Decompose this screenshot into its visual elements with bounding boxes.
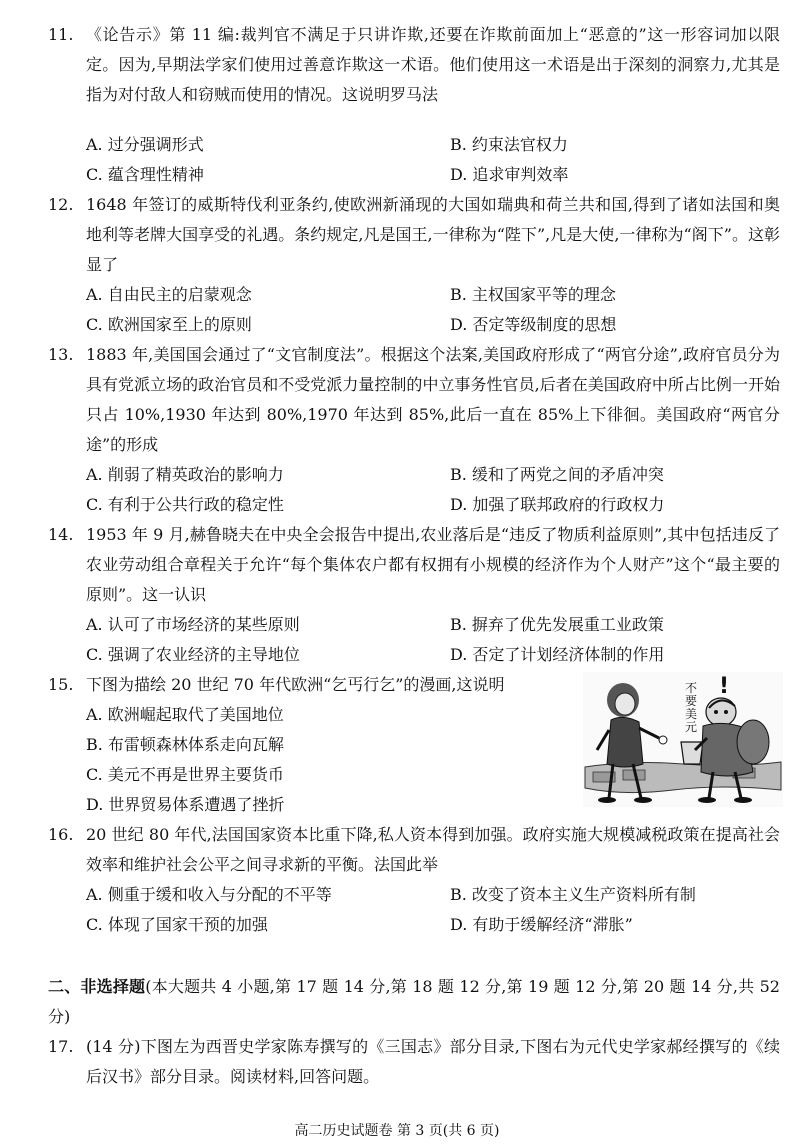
option-b[interactable]: B. 约束法官权力 <box>450 135 568 154</box>
option-d[interactable]: D. 追求审判效率 <box>450 165 569 184</box>
question-number: 14. <box>48 525 74 544</box>
question-number: 16. <box>48 825 74 844</box>
question-12 <box>48 190 780 280</box>
question-stem: 下图为描绘 20 世纪 70 年代欧洲“乞丐行乞”的漫画,这说明 <box>86 675 505 694</box>
question-13 <box>48 340 780 460</box>
option-a[interactable]: A. 欧洲崛起取代了美国地位 <box>86 705 284 724</box>
option-c[interactable]: C. 欧洲国家至上的原则 <box>86 315 252 334</box>
question-number: 17. <box>48 1037 74 1056</box>
option-c[interactable]: C. 蕴含理性精神 <box>86 165 204 184</box>
question-15 <box>48 670 568 700</box>
section-detail: (本大题共 4 小题,第 17 题 14 分,第 18 题 12 分,第 19 题 12 分,第 20 题 14 分,共 52 分) <box>48 977 780 1026</box>
option-a[interactable]: A. 过分强调形式 <box>86 135 204 154</box>
option-a[interactable]: A. 自由民主的启蒙观念 <box>86 285 252 304</box>
question-17 <box>48 1032 780 1092</box>
option-b[interactable]: B. 摒弃了优先发展重工业政策 <box>450 615 664 634</box>
option-d[interactable]: D. 否定了计划经济体制的作用 <box>450 645 665 664</box>
option-d[interactable]: D. 加强了联邦政府的行政权力 <box>450 495 665 514</box>
option-c[interactable]: C. 美元不再是世界主要货币 <box>86 765 284 784</box>
cartoon-exclamation-mark: ! <box>719 674 730 699</box>
option-c[interactable]: C. 强调了农业经济的主导地位 <box>86 645 300 664</box>
question-stem: 1883 年,美国国会通过了“文官制度法”。根据这个法案,美国政府形成了“两官分途”,政府官员分为具有党派立场的政治官员和不受党派力量控制的中立事务性官员,后者在美国政府中所占比例一开始只占 10%,1930 年达到 80%,1970 年达到 85%,此后一直在 85%上下徘徊。美国政府“两官分途”的形成 <box>86 345 780 454</box>
question-stem: 20 世纪 80 年代,法国国家资本比重下降,私人资本得到加强。政府实施大规模减税政策在提高社会效率和维护社会公平之间寻求新的平衡。法国此举 <box>86 825 780 874</box>
question-stem: 1648 年签订的威斯特伐利亚条约,使欧洲新涌现的大国如瑞典和荷兰共和国,得到了诸如法国和奥地利等老牌大国享受的礼遇。条约规定,凡是国王,一律称为“陛下”,凡是大使,一律称为“阁下”。这彰显了 <box>86 195 780 274</box>
option-d[interactable]: D. 世界贸易体系遭遇了挫折 <box>86 795 285 814</box>
option-d[interactable]: D. 否定等级制度的思想 <box>450 315 617 334</box>
option-b[interactable]: B. 布雷顿森林体系走向瓦解 <box>86 735 284 754</box>
question-number: 11. <box>48 25 74 44</box>
option-b[interactable]: B. 改变了资本主义生产资料所有制 <box>450 885 696 904</box>
option-c[interactable]: C. 体现了国家干预的加强 <box>86 915 268 934</box>
question-14 <box>48 520 780 610</box>
question-stem: 《论告示》第 11 编:裁判官不满足于只讲诈欺,还要在诈欺前面加上“恶意的”这一形容词加以限定。因为,早期法学家们使用过善意诈欺这一术语。他们使用这一术语是出于深刻的洞察力,尤其是指为对付敌人和窃贼而使用的情况。这说明罗马法 <box>86 25 780 104</box>
page-footer: 高二历史试题卷 第 3 页(共 6 页) <box>294 1123 500 1139</box>
option-b[interactable]: B. 缓和了两党之间的矛盾冲突 <box>450 465 664 484</box>
question-number: 15. <box>48 675 74 694</box>
option-a[interactable]: A. 认可了市场经济的某些原则 <box>86 615 300 634</box>
option-c[interactable]: C. 有利于公共行政的稳定性 <box>86 495 284 514</box>
option-b[interactable]: B. 主权国家平等的理念 <box>450 285 616 304</box>
question-stem: 1953 年 9 月,赫鲁晓夫在中央全会报告中提出,农业落后是“违反了物质利益原则”,其中包括违反了农业劳动组合章程关于允许“每个集体农户都有权拥有小规模的经济作为个人财产”这个“最主要的原则”。这一认识 <box>86 525 780 604</box>
question-number: 13. <box>48 345 74 364</box>
option-d[interactable]: D. 有助于缓解经济“滞胀” <box>450 915 633 934</box>
cartoon-speech-text: 不要美元 <box>685 681 698 734</box>
question-stem: (14 分)下图左为西晋史学家陈寿撰写的《三国志》部分目录,下图右为元代史学家郝经撰写的《续后汉书》部分目录。阅读材料,回答问题。 <box>86 1037 780 1086</box>
option-a[interactable]: A. 削弱了精英政治的影响力 <box>86 465 284 484</box>
option-a[interactable]: A. 侧重于缓和收入与分配的不平等 <box>86 885 332 904</box>
cartoon-illustration <box>583 672 783 807</box>
question-11 <box>48 20 780 110</box>
beggar-cartoon-image <box>583 672 783 807</box>
question-number: 12. <box>48 195 74 214</box>
section-two-heading <box>48 972 780 1032</box>
section-title: 二、非选择题 <box>48 977 146 996</box>
question-16 <box>48 820 780 880</box>
